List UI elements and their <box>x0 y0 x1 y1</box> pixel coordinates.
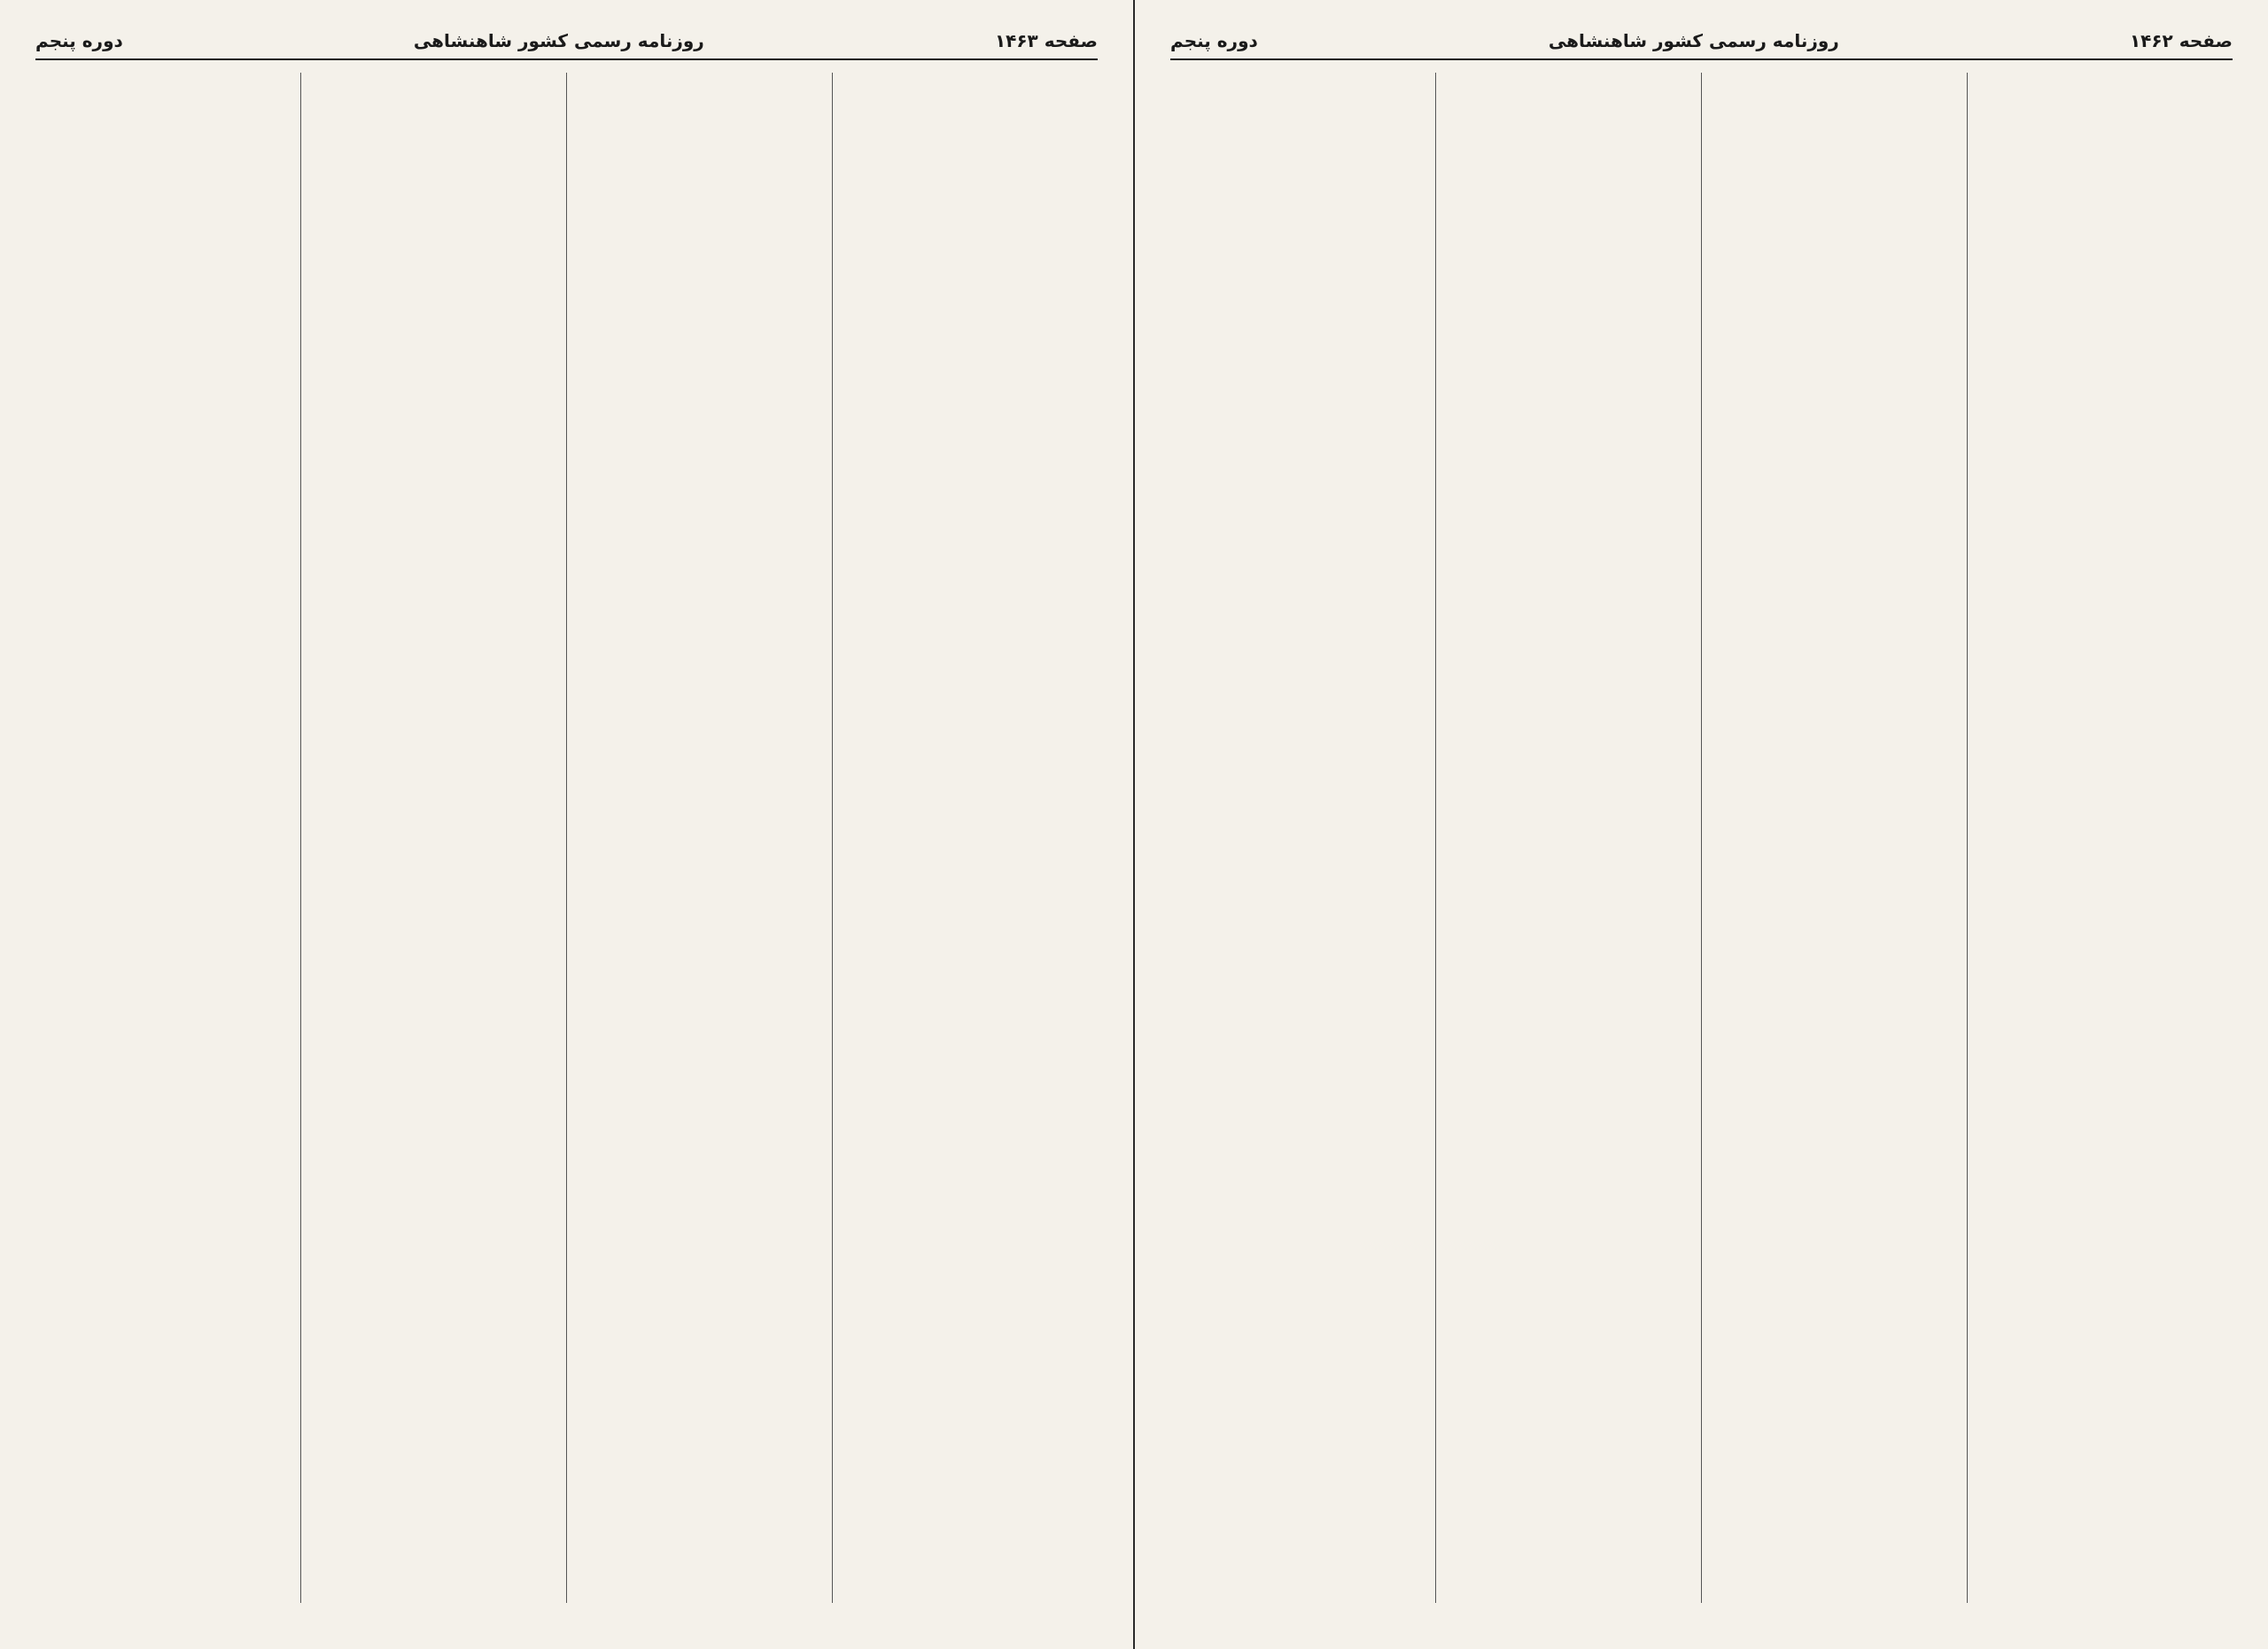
volume-label: دوره پنجم <box>1170 30 1258 51</box>
text-columns <box>1170 73 2233 1603</box>
text-column <box>833 73 1098 1603</box>
text-column <box>1436 73 1702 1603</box>
page-header <box>1170 30 2233 60</box>
text-column <box>1702 73 1968 1603</box>
page-right <box>1133 0 2268 1649</box>
paper-title: روزنامه رسمی کشور شاهنشاهی <box>413 30 704 51</box>
page-number: صفحه ۱۴۶۲ <box>2129 30 2233 51</box>
page-header <box>35 30 1098 60</box>
text-columns <box>35 73 1098 1603</box>
page-left <box>0 0 1133 1649</box>
text-column <box>1170 73 1436 1603</box>
volume-label: دوره پنجم <box>35 30 123 51</box>
text-column <box>1968 73 2233 1603</box>
text-column <box>301 73 567 1603</box>
page-number: صفحه ۱۴۶۳ <box>994 30 1098 51</box>
text-column <box>567 73 833 1603</box>
text-column <box>35 73 301 1603</box>
paper-title: روزنامه رسمی کشور شاهنشاهی <box>1548 30 1839 51</box>
